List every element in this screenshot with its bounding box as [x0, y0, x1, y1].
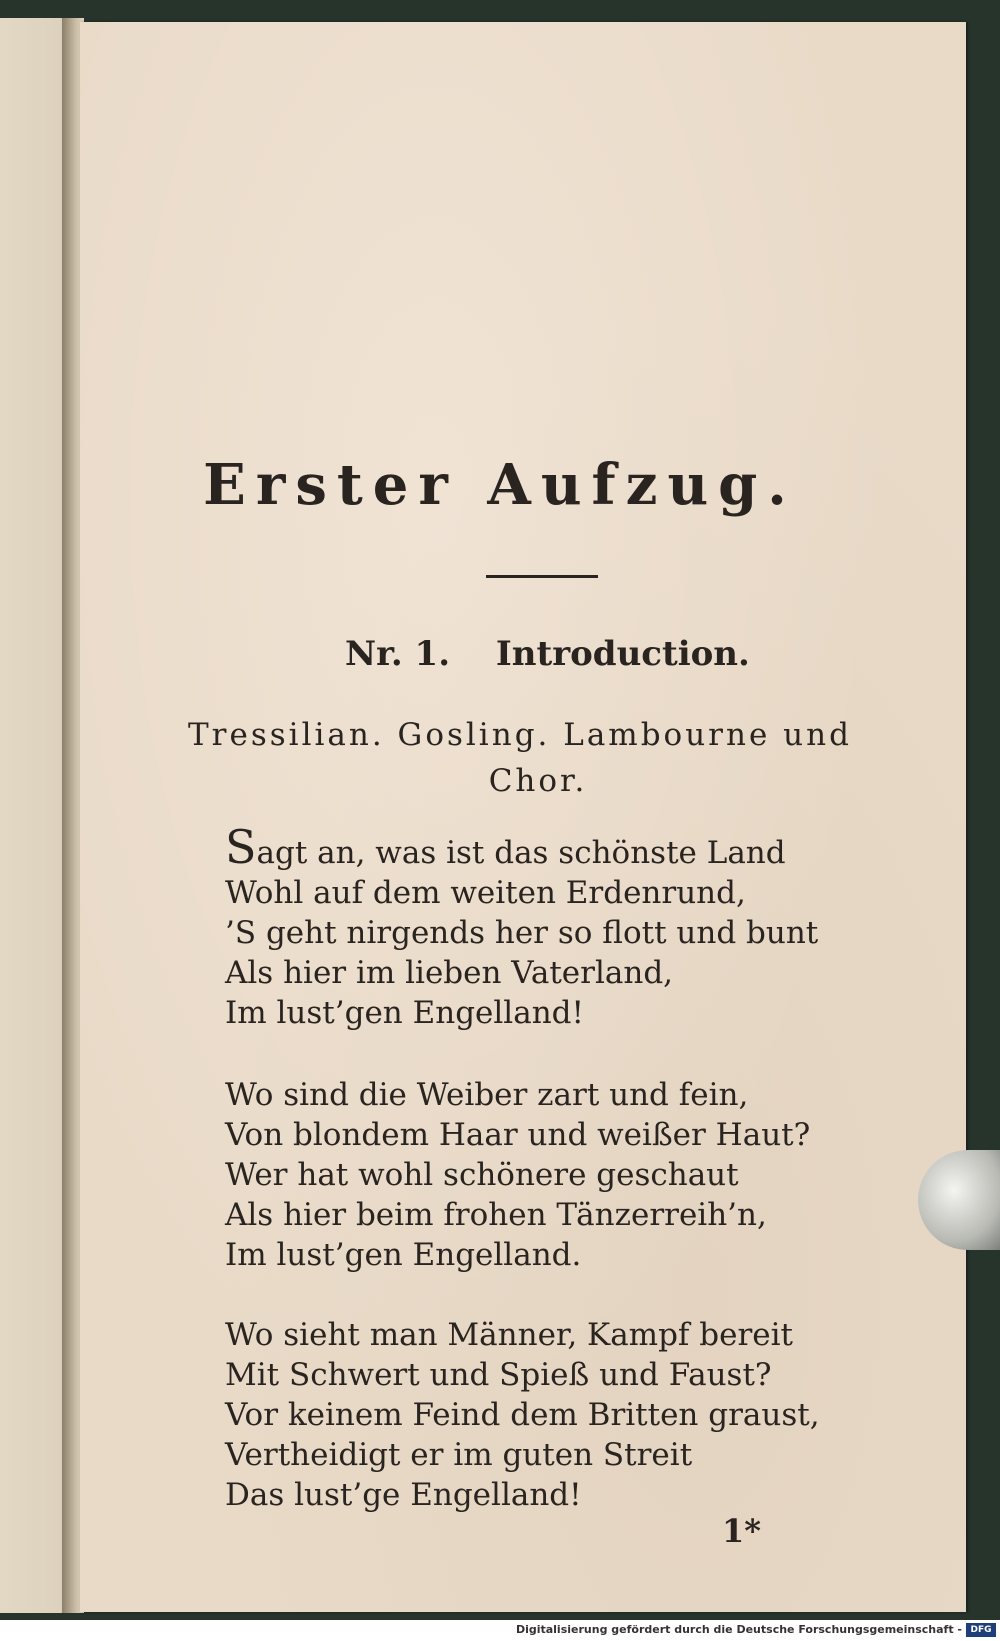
character-list-line-2: Chor. — [488, 763, 588, 799]
verse-line: Als hier beim frohen Tänzerreih’n, — [225, 1197, 767, 1233]
signature-mark: 1* — [722, 1512, 761, 1550]
act-title: Erster Aufzug. — [203, 452, 797, 518]
verse-line: Von blondem Haar und weißer Haut? — [225, 1117, 811, 1153]
number-title: Introduction. — [495, 634, 750, 674]
title-divider — [486, 575, 598, 578]
verse-line: Im lust’gen Engelland! — [225, 995, 584, 1031]
verse-line: Mit Schwert und Spieß und Faust? — [225, 1357, 772, 1393]
character-list — [188, 712, 888, 804]
number-label: Nr. 1. — [345, 634, 451, 674]
drop-cap: S — [225, 820, 257, 874]
character-list-line-1: Tressilian. Gosling. Lambourne und — [188, 717, 852, 753]
verse-line: Vor keinem Feind dem Britten graust, — [225, 1397, 820, 1433]
dfg-logo: DFG — [966, 1623, 996, 1637]
footer-credit: Digitalisierung gefördert durch die Deutsche Forschungsgemeinschaft - — [515, 1623, 962, 1636]
stanza-3 — [225, 1315, 820, 1515]
stanza-1 — [225, 820, 819, 1033]
verse-line: Vertheidigt er im guten Streit — [225, 1437, 693, 1473]
verse-line — [225, 820, 818, 874]
verse-line: Wohl auf dem weiten Erdenrund, — [225, 875, 746, 911]
verse-line-text: agt an, was ist das schönste Land — [256, 835, 786, 871]
verse-line: Wo sieht man Männer, Kampf bereit — [225, 1317, 793, 1353]
stanza-2 — [225, 1075, 810, 1275]
verse-line: ’S geht nirgends her so flott und bunt — [225, 915, 819, 951]
verse-line: Im lust’gen Engelland. — [225, 1237, 582, 1273]
verse-line: Das lust’ge Engelland! — [225, 1477, 582, 1513]
verse-line: Wo sind die Weiber zart und fein, — [225, 1077, 749, 1113]
verse-line: Als hier im lieben Vaterland, — [225, 955, 674, 991]
number-heading — [345, 634, 750, 674]
verse-line: Wer hat wohl schönere geschaut — [225, 1157, 739, 1193]
